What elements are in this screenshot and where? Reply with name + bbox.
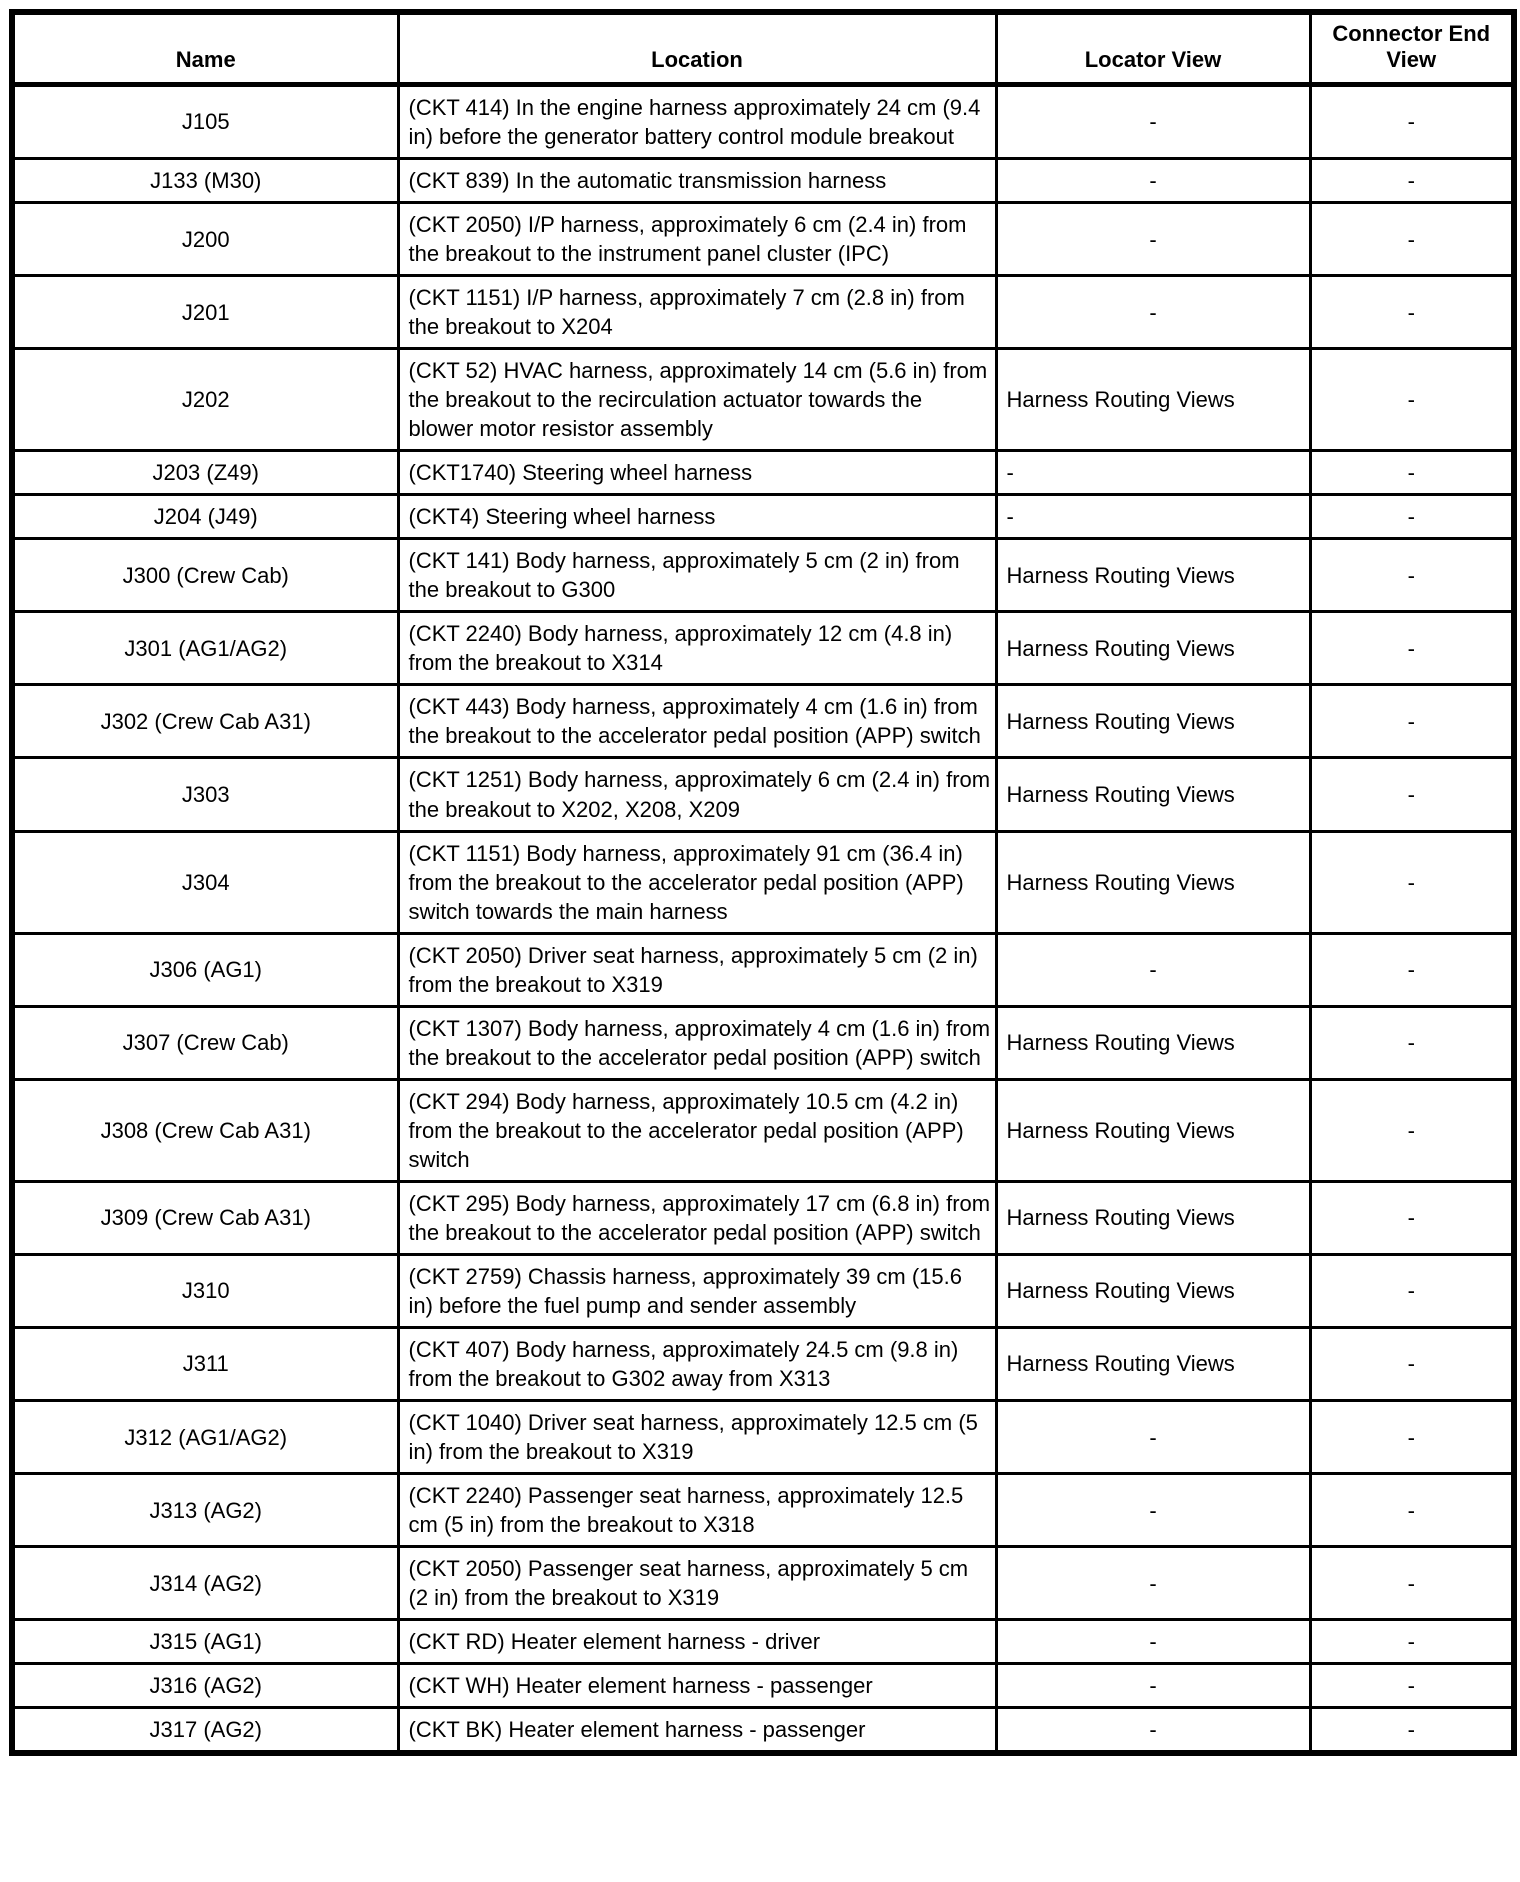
- table-row: [12, 1664, 1514, 1708]
- header-locator-view: Locator View: [996, 12, 1310, 84]
- row-connector-end-view-cell: -: [1310, 1401, 1514, 1474]
- table-row: [12, 1006, 1514, 1079]
- row-connector-end-view-cell: -: [1310, 1181, 1514, 1254]
- row-name-cell: J105: [12, 84, 398, 158]
- row-location-cell: (CKT 294) Body harness, approximately 10.5 cm (4.2 in) from the breakout to the accelerator pedal position (APP) switch: [398, 1079, 996, 1181]
- row-location-cell: (CKT 295) Body harness, approximately 17 cm (6.8 in) from the breakout to the accelerator pedal position (APP) switch: [398, 1181, 996, 1254]
- row-connector-end-view-cell: -: [1310, 758, 1514, 831]
- row-connector-end-view-cell: -: [1310, 685, 1514, 758]
- row-locator-view-cell: -: [996, 84, 1310, 158]
- row-locator-view-cell: -: [996, 1620, 1310, 1664]
- row-connector-end-view-cell: -: [1310, 612, 1514, 685]
- row-locator-view-cell: -: [996, 451, 1310, 495]
- row-connector-end-view-cell: -: [1310, 203, 1514, 276]
- row-locator-view-cell: Harness Routing Views: [996, 1079, 1310, 1181]
- table-row: [12, 1547, 1514, 1620]
- row-location-cell: (CKT 839) In the automatic transmission harness: [398, 158, 996, 202]
- row-connector-end-view-cell: -: [1310, 495, 1514, 539]
- row-locator-view-cell: -: [996, 203, 1310, 276]
- row-location-cell: (CKT RD) Heater element harness - driver: [398, 1620, 996, 1664]
- table-row: [12, 1254, 1514, 1327]
- row-location-cell: (CKT 1251) Body harness, approximately 6 cm (2.4 in) from the breakout to X202, X208, X209: [398, 758, 996, 831]
- table-row: [12, 539, 1514, 612]
- row-connector-end-view-cell: -: [1310, 84, 1514, 158]
- row-connector-end-view-cell: -: [1310, 349, 1514, 451]
- row-location-cell: (CKT 1040) Driver seat harness, approximately 12.5 cm (5 in) from the breakout to X319: [398, 1401, 996, 1474]
- row-locator-view-cell: Harness Routing Views: [996, 1006, 1310, 1079]
- row-name-cell: J310: [12, 1254, 398, 1327]
- table-row: [12, 203, 1514, 276]
- row-locator-view-cell: -: [996, 1708, 1310, 1754]
- table-row: [12, 1474, 1514, 1547]
- row-location-cell: (CKT 52) HVAC harness, approximately 14 cm (5.6 in) from the breakout to the recirculation actuator towards the blower motor resistor assembly: [398, 349, 996, 451]
- table-row: [12, 612, 1514, 685]
- table-row: [12, 831, 1514, 933]
- row-connector-end-view-cell: -: [1310, 158, 1514, 202]
- row-name-cell: J314 (AG2): [12, 1547, 398, 1620]
- row-location-cell: (CKT 2759) Chassis harness, approximately 39 cm (15.6 in) before the fuel pump and sender assembly: [398, 1254, 996, 1327]
- row-location-cell: (CKT 1151) I/P harness, approximately 7 cm (2.8 in) from the breakout to X204: [398, 276, 996, 349]
- row-locator-view-cell: -: [996, 1664, 1310, 1708]
- connector-locations-table: [9, 9, 1517, 1756]
- row-name-cell: J315 (AG1): [12, 1620, 398, 1664]
- row-connector-end-view-cell: -: [1310, 1079, 1514, 1181]
- row-locator-view-cell: -: [996, 1474, 1310, 1547]
- row-locator-view-cell: Harness Routing Views: [996, 831, 1310, 933]
- table-row: [12, 1327, 1514, 1400]
- row-name-cell: J317 (AG2): [12, 1708, 398, 1754]
- table-row: [12, 158, 1514, 202]
- table-row: [12, 685, 1514, 758]
- table-row: [12, 1181, 1514, 1254]
- row-name-cell: J302 (Crew Cab A31): [12, 685, 398, 758]
- row-location-cell: (CKT1740) Steering wheel harness: [398, 451, 996, 495]
- row-location-cell: (CKT 443) Body harness, approximately 4 cm (1.6 in) from the breakout to the accelerator pedal position (APP) switch: [398, 685, 996, 758]
- row-locator-view-cell: Harness Routing Views: [996, 758, 1310, 831]
- row-name-cell: J307 (Crew Cab): [12, 1006, 398, 1079]
- row-locator-view-cell: Harness Routing Views: [996, 1181, 1310, 1254]
- table-row: [12, 933, 1514, 1006]
- row-location-cell: (CKT 1151) Body harness, approximately 91 cm (36.4 in) from the breakout to the accelerator pedal position (APP) switch towards the main harness: [398, 831, 996, 933]
- table-row: [12, 276, 1514, 349]
- row-locator-view-cell: Harness Routing Views: [996, 612, 1310, 685]
- row-name-cell: J202: [12, 349, 398, 451]
- row-locator-view-cell: -: [996, 276, 1310, 349]
- row-name-cell: J200: [12, 203, 398, 276]
- row-name-cell: J303: [12, 758, 398, 831]
- row-connector-end-view-cell: -: [1310, 1708, 1514, 1754]
- row-name-cell: J306 (AG1): [12, 933, 398, 1006]
- table-row: [12, 1079, 1514, 1181]
- row-connector-end-view-cell: -: [1310, 1327, 1514, 1400]
- row-connector-end-view-cell: -: [1310, 1254, 1514, 1327]
- row-name-cell: J304: [12, 831, 398, 933]
- row-name-cell: J204 (J49): [12, 495, 398, 539]
- row-location-cell: (CKT BK) Heater element harness - passenger: [398, 1708, 996, 1754]
- row-connector-end-view-cell: -: [1310, 1474, 1514, 1547]
- header-name: Name: [12, 12, 398, 84]
- row-locator-view-cell: Harness Routing Views: [996, 349, 1310, 451]
- row-locator-view-cell: -: [996, 158, 1310, 202]
- table-row: [12, 495, 1514, 539]
- row-locator-view-cell: -: [996, 495, 1310, 539]
- row-connector-end-view-cell: -: [1310, 1547, 1514, 1620]
- header-connector-end-view: Connector End View: [1310, 12, 1514, 84]
- row-connector-end-view-cell: -: [1310, 933, 1514, 1006]
- row-location-cell: (CKT 2050) Passenger seat harness, approximately 5 cm (2 in) from the breakout to X319: [398, 1547, 996, 1620]
- row-locator-view-cell: Harness Routing Views: [996, 1327, 1310, 1400]
- row-locator-view-cell: Harness Routing Views: [996, 1254, 1310, 1327]
- table-body: [12, 84, 1514, 1753]
- row-location-cell: (CKT 2050) Driver seat harness, approximately 5 cm (2 in) from the breakout to X319: [398, 933, 996, 1006]
- row-location-cell: (CKT 414) In the engine harness approximately 24 cm (9.4 in) before the generator battery control module breakout: [398, 84, 996, 158]
- row-name-cell: J309 (Crew Cab A31): [12, 1181, 398, 1254]
- table-row: [12, 451, 1514, 495]
- row-connector-end-view-cell: -: [1310, 451, 1514, 495]
- header-row: [12, 12, 1514, 84]
- row-name-cell: J316 (AG2): [12, 1664, 398, 1708]
- row-connector-end-view-cell: -: [1310, 276, 1514, 349]
- row-connector-end-view-cell: -: [1310, 831, 1514, 933]
- row-name-cell: J300 (Crew Cab): [12, 539, 398, 612]
- row-name-cell: J311: [12, 1327, 398, 1400]
- row-name-cell: J308 (Crew Cab A31): [12, 1079, 398, 1181]
- row-location-cell: (CKT 2240) Body harness, approximately 12 cm (4.8 in) from the breakout to X314: [398, 612, 996, 685]
- row-location-cell: (CKT4) Steering wheel harness: [398, 495, 996, 539]
- row-location-cell: (CKT 407) Body harness, approximately 24.5 cm (9.8 in) from the breakout to G302 away from X313: [398, 1327, 996, 1400]
- row-name-cell: J203 (Z49): [12, 451, 398, 495]
- row-locator-view-cell: -: [996, 1547, 1310, 1620]
- row-locator-view-cell: -: [996, 1401, 1310, 1474]
- row-name-cell: J201: [12, 276, 398, 349]
- row-locator-view-cell: -: [996, 933, 1310, 1006]
- table-row: [12, 1401, 1514, 1474]
- header-location: Location: [398, 12, 996, 84]
- table-row: [12, 758, 1514, 831]
- row-connector-end-view-cell: -: [1310, 1620, 1514, 1664]
- row-name-cell: J313 (AG2): [12, 1474, 398, 1547]
- row-connector-end-view-cell: -: [1310, 1664, 1514, 1708]
- row-location-cell: (CKT 141) Body harness, approximately 5 cm (2 in) from the breakout to G300: [398, 539, 996, 612]
- row-name-cell: J312 (AG1/AG2): [12, 1401, 398, 1474]
- table-row: [12, 1620, 1514, 1664]
- row-connector-end-view-cell: -: [1310, 539, 1514, 612]
- row-location-cell: (CKT WH) Heater element harness - passenger: [398, 1664, 996, 1708]
- row-location-cell: (CKT 2050) I/P harness, approximately 6 cm (2.4 in) from the breakout to the instrument panel cluster (IPC): [398, 203, 996, 276]
- table-row: [12, 84, 1514, 158]
- row-connector-end-view-cell: -: [1310, 1006, 1514, 1079]
- row-location-cell: (CKT 1307) Body harness, approximately 4 cm (1.6 in) from the breakout to the accelerator pedal position (APP) switch: [398, 1006, 996, 1079]
- row-locator-view-cell: Harness Routing Views: [996, 685, 1310, 758]
- table-row: [12, 349, 1514, 451]
- table-row: [12, 1708, 1514, 1754]
- row-location-cell: (CKT 2240) Passenger seat harness, approximately 12.5 cm (5 in) from the breakout to X318: [398, 1474, 996, 1547]
- row-locator-view-cell: Harness Routing Views: [996, 539, 1310, 612]
- row-name-cell: J133 (M30): [12, 158, 398, 202]
- row-name-cell: J301 (AG1/AG2): [12, 612, 398, 685]
